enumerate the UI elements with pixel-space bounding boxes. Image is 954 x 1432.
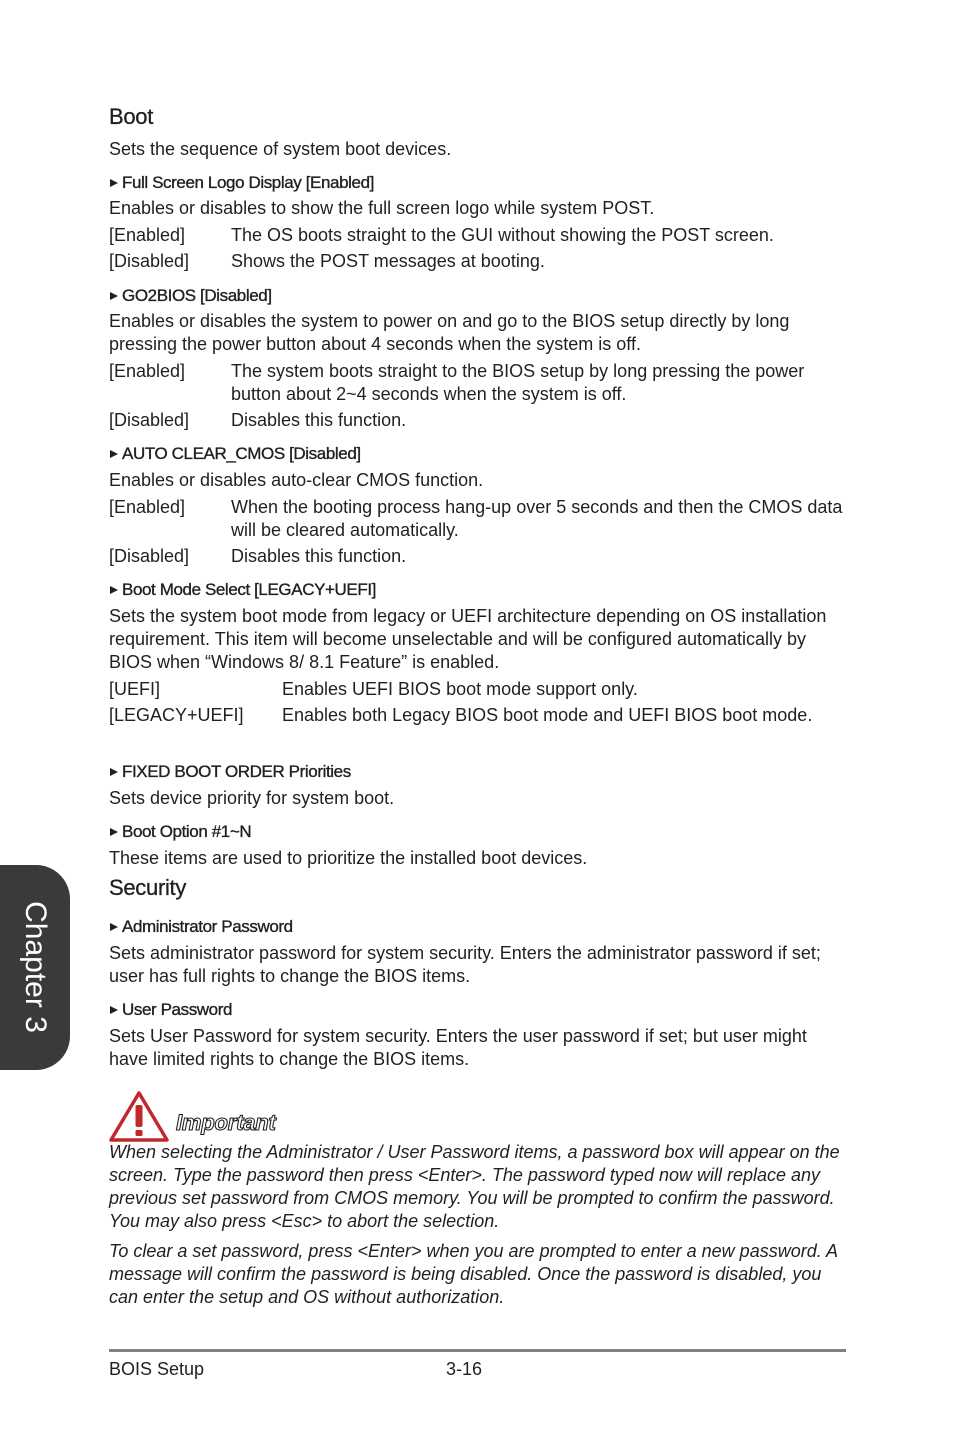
- item-heading-full-screen-logo: Full Screen Logo Display [Enabled]: [110, 173, 374, 193]
- option-text: Enables UEFI BIOS boot mode support only.: [282, 679, 638, 699]
- item-desc-boot-mode-select: Sets the system boot mode from legacy or UEFI architecture depending on OS installation requirement. This item will become unselectable and will be configured automatically by BIOS when “Windows 8/ 8.1 Feature” is enabled.: [109, 606, 827, 672]
- boot-intro: Sets the sequence of system boot devices.: [109, 139, 452, 159]
- item-desc-go2bios: Enables or disables the system to power on and go to the BIOS setup directly by long pressing the power button about 4 seconds when the system is off.: [109, 311, 790, 354]
- chapter-side-tab: [0, 865, 70, 1070]
- item-desc-auto-clear-cmos: Enables or disables auto-clear CMOS function.: [109, 470, 484, 490]
- item-desc-full-screen-logo: Enables or disables to show the full screen logo while system POST.: [109, 198, 655, 218]
- important-note-paragraph-1: When selecting the Administrator / User Password items, a password box will appear on the screen. Type the password then press <Enter>. The password typed now will replace any previous set password from CMOS memory. You will be prompted to confirm the password. You may also press <Esc> to abort the selection.: [109, 1142, 840, 1231]
- item-heading-go2bios: GO2BIOS [Disabled]: [110, 286, 272, 306]
- item-heading-boot-mode-select: Boot Mode Select [LEGACY+UEFI]: [110, 580, 376, 600]
- triangle-bullet-icon: [110, 923, 118, 931]
- footer-rule: [109, 1349, 846, 1352]
- option-text: Shows the POST messages at booting.: [231, 251, 545, 271]
- option-text: Enables both Legacy BIOS boot mode and UEFI BIOS boot mode.: [282, 705, 813, 725]
- option-text: When the booting process hang-up over 5 seconds and then the CMOS data will be cleared automatically.: [231, 497, 843, 540]
- chapter-tab-label: Chapter 3: [19, 901, 52, 1033]
- item-heading-admin-password: Administrator Password: [110, 917, 293, 937]
- section-title-boot: Boot: [109, 104, 154, 129]
- option-text: Disables this function.: [231, 410, 407, 430]
- item-heading-user-password: User Password: [110, 1000, 232, 1020]
- option-key: [Disabled]: [109, 410, 190, 430]
- important-note-paragraph-2: To clear a set password, press <Enter> when you are prompted to enter a new password. A message will confirm the password is being disabled. Once the password is disabled, you can enter the setup and OS without authorization.: [109, 1241, 838, 1307]
- option-key: [Enabled]: [109, 225, 186, 245]
- triangle-bullet-icon: [110, 292, 118, 300]
- item-desc-user-password: Sets User Password for system security. Enters the user password if set; but user might have limited rights to change the BIOS items.: [109, 1026, 807, 1069]
- option-key: [LEGACY+UEFI]: [109, 705, 244, 725]
- triangle-bullet-icon: [110, 450, 118, 458]
- option-key: [Enabled]: [109, 361, 186, 381]
- option-key: [Disabled]: [109, 251, 190, 271]
- item-desc-admin-password: Sets administrator password for system security. Enters the administrator password if set; user has full rights to change the BIOS items.: [109, 943, 821, 986]
- triangle-bullet-icon: [110, 768, 118, 776]
- item-heading-auto-clear-cmos: AUTO CLEAR_CMOS [Disabled]: [110, 444, 361, 464]
- triangle-bullet-icon: [110, 586, 118, 594]
- triangle-bullet-icon: [110, 828, 118, 836]
- item-desc-boot-option: These items are used to prioritize the installed boot devices.: [109, 848, 588, 868]
- footer-section-name: BOIS Setup: [109, 1359, 205, 1379]
- option-text: Disables this function.: [231, 546, 407, 566]
- option-key: [Enabled]: [109, 497, 186, 517]
- triangle-bullet-icon: [110, 1006, 118, 1014]
- option-text: The system boots straight to the BIOS setup by long pressing the power button about 2~4 seconds when the system is off.: [231, 361, 805, 404]
- option-key: [Disabled]: [109, 546, 190, 566]
- triangle-bullet-icon: [110, 179, 118, 187]
- item-heading-boot-option: Boot Option #1~N: [110, 822, 251, 842]
- warning-triangle-icon: [108, 1090, 170, 1143]
- footer-page-number: 3-16: [446, 1359, 483, 1379]
- option-key: [UEFI]: [109, 679, 161, 699]
- option-text: The OS boots straight to the GUI without showing the POST screen.: [231, 225, 774, 245]
- section-title-security: Security: [109, 875, 187, 900]
- item-heading-fixed-boot-order: FIXED BOOT ORDER Priorities: [110, 762, 351, 782]
- item-desc-fixed-boot-order: Sets device priority for system boot.: [109, 788, 395, 808]
- important-title: Important: [176, 1110, 276, 1135]
